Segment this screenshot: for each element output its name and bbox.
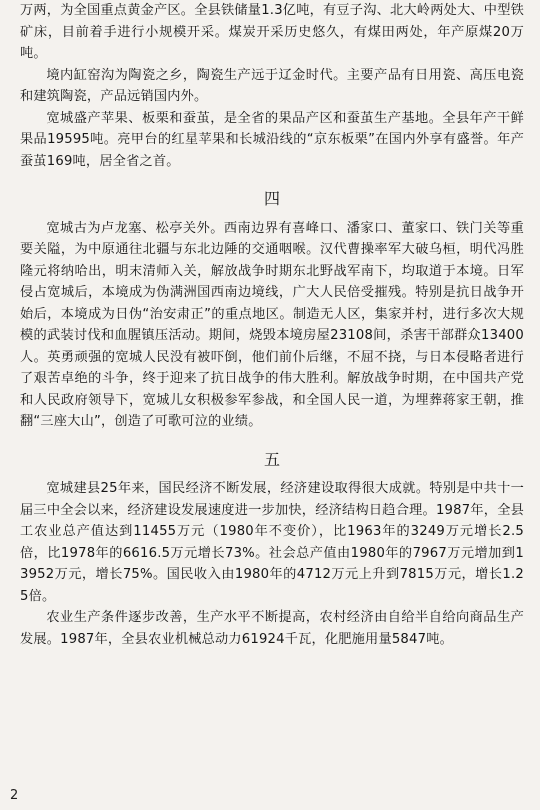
paragraph-agriculture: 农业生产条件逐步改善，生产水平不断提高，农村经济由自给半自给向商品生产发展。1987年，全县农业机械总动力61924千瓦，化肥施用量5847吨。 (20, 610, 524, 647)
section-gap (20, 470, 524, 478)
paragraph-fruit-silk: 宽城盛产苹果、板栗和蚕茧，是全省的果品产区和蚕茧生产基地。全县年产干鲜果品19595吨。亮甲台的红星苹果和长城沿线的“京东板栗”在国内外享有盛誉。年产蚕茧169吨，居全省之首。 (20, 110, 524, 169)
section-gap (20, 433, 524, 449)
document-body (20, 0, 524, 650)
paragraph-economy: 宽城建县25年来，国民经济不断发展，经济建设取得很大成就。特别是中共十一届三中全会以来，经济建设发展速度进一步加快，经济结构日趋合理。1987年，全县工农业总产值达到11455万元（1980年不变价），比1963年的3249万元增长2.5倍，比1978年的6616.5万元增长73%。社会总产值由1980年的7967万元增加到13952万元，增长75%。国民收入由1980年的4712万元上升到7815万元，增长1.25倍。 (20, 481, 524, 604)
page-number: 2 (10, 788, 19, 803)
section-gap (20, 172, 524, 188)
section-gap (20, 210, 524, 218)
paragraph-ceramics: 境内缸窑沟为陶瓷之乡，陶瓷生产远于辽金时代。主要产品有日用瓷、高压电瓷和建筑陶瓷，产品远销国内外。 (20, 67, 524, 104)
paragraph-history: 宽城古为卢龙塞、松亭关外。西南边界有喜峰口、潘家口、董家口、铁门关等重要关隘，为中原通往北疆与东北边陲的交通咽喉。汉代曹操率军大破乌桓，明代冯胜隆元将纳哈出，明末清师入关，解放战争时期东北野战军南下，均取道于本境。日军侵占宽城后，本境成为伪满洲国西南边境线，广大人民倍受摧残。特别是抗日战争开始后，本境成为日伪“治安肃正”的重点地区。制造无人区，集家并村，进行多次大规模的武装讨伐和血腥镇压活动。期间，烧毁本境房屋23108间，杀害干部群众13400人。英勇顽强的宽城人民没有被吓倒，他们前仆后继，不屈不挠，与日本侵略者进行了艰苦卓绝的斗争，终于迎来了抗日战争的伟大胜利。解放战争时期，在中国共产党和人民政府领导下，宽城儿女积极参军参战，和全国人民一道，为埋葬蒋家王朝，推翻“三座大山”，创造了可歌可泣的业绩。 (20, 220, 524, 429)
section-heading-five: 五 (263, 449, 280, 469)
section-heading-four: 四 (263, 189, 280, 208)
paragraph-gold-iron-coal: 万两，为全国重点黄金产区。全县铁储量1.3亿吨，有豆子沟、北大岭两处大、中型铁矿床，目前着手进行小规模开采。煤炭开采历史悠久，有煤田两处，年产原煤20万吨。 (20, 3, 524, 61)
